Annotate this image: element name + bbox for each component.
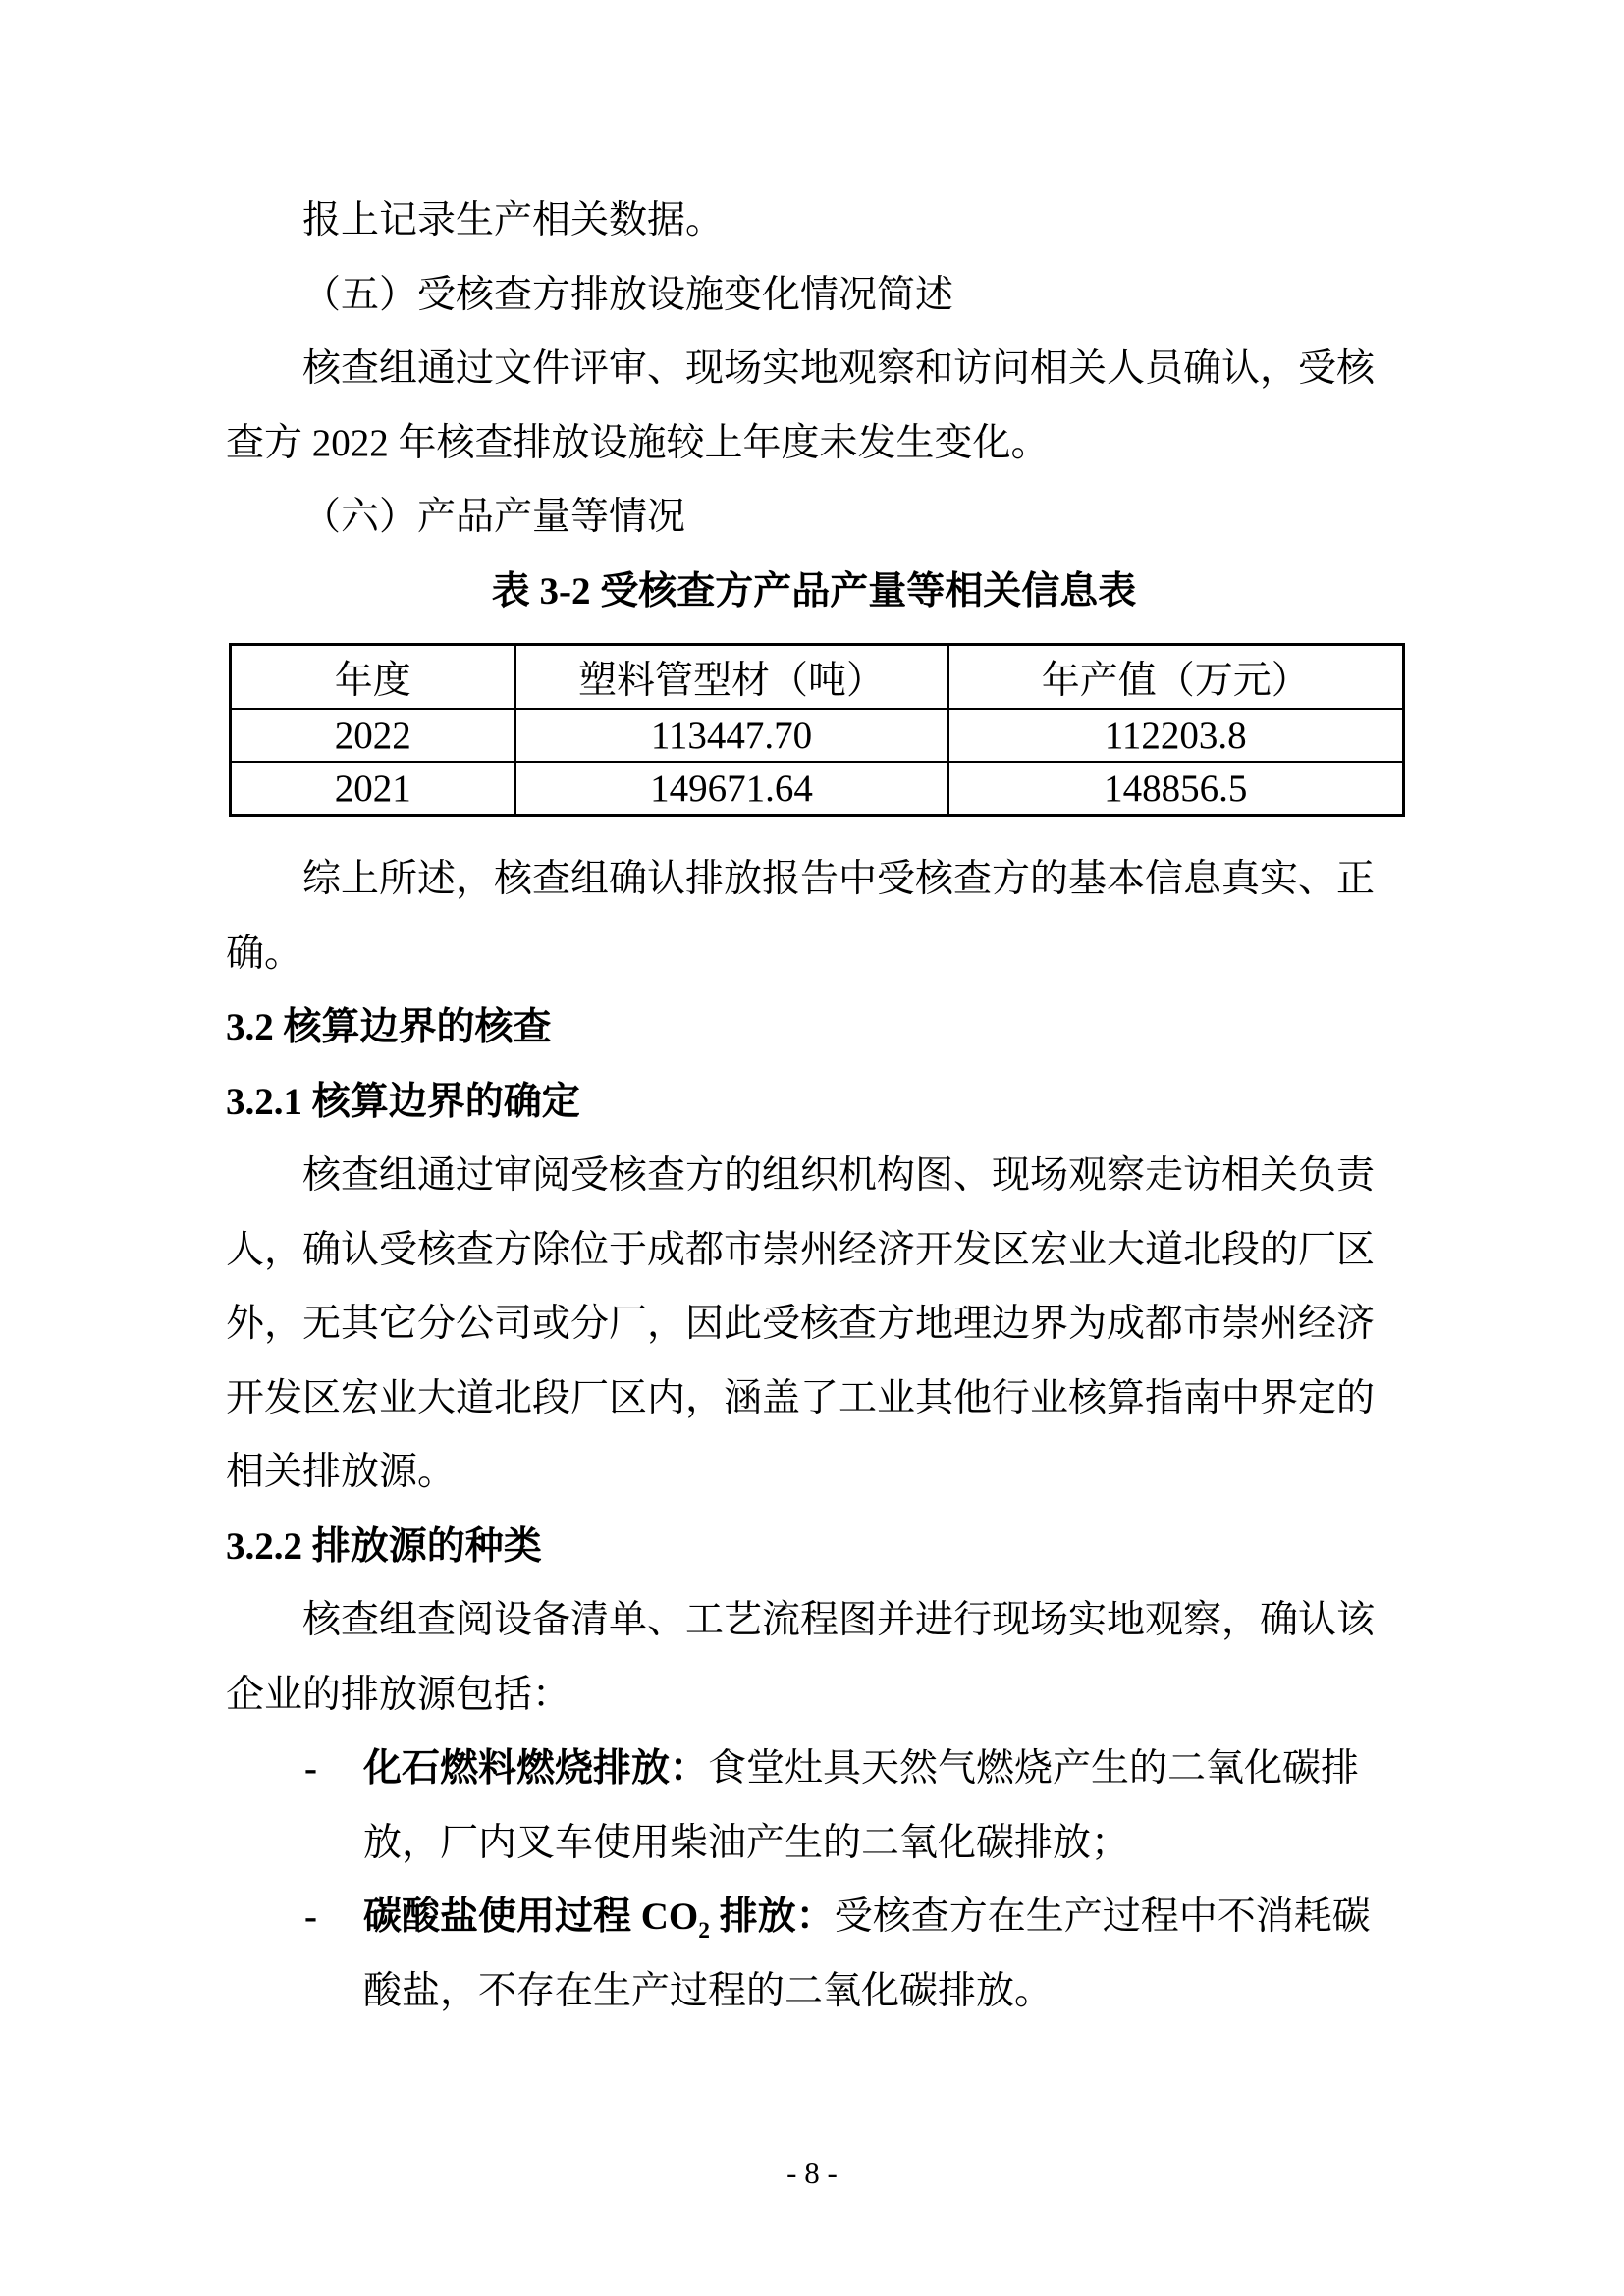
paragraph-line: 查方 2022 年核查排放设施较上年度未发生变化。 [226,421,1050,464]
bullet-item-continuation: 放，厂内叉车使用柴油产生的二氧化碳排放； [363,1821,1130,1864]
bullet-item-fossil-fuel [226,1732,1402,1806]
table-cell: 2021 [231,762,515,816]
table-header-cell: 年产值（万元） [948,645,1404,710]
paragraph-line: 核查组通过审阅受核查方的组织机构图、现场观察走访相关负责 [302,1154,1376,1197]
paragraph-line: 确。 [226,932,303,975]
table-cell: 112203.8 [948,709,1404,762]
paragraph-line: 企业的排放源包括： [226,1673,571,1716]
table-cell: 148856.5 [948,762,1404,816]
heading-3-2-2: 3.2.2 排放源的种类 [226,1524,542,1568]
paragraph-line: 相关排放源。 [226,1451,457,1493]
paragraph-line: 外，无其它分公司或分厂，因此受核查方地理边界为成都市崇州经济 [226,1303,1376,1345]
paragraph-line: 核查组查阅设备清单、工艺流程图并进行现场实地观察，确认该 [302,1599,1376,1641]
bullet-item-text: 食堂灶具天然气燃烧产生的二氧化碳排 [708,1747,1360,1789]
bullet-item-label: 排放： [709,1896,835,1938]
bullet-item-continuation: 酸盐，不存在生产过程的二氧化碳排放。 [363,1969,1054,2012]
product-output-table [229,643,1405,817]
heading-3-2-1: 3.2.1 核算边界的确定 [226,1080,580,1123]
paragraph-line: 核查组通过文件评审、现场实地观察和访问相关人员确认，受核 [302,347,1376,390]
co2-subscript: 2 [698,1917,710,1944]
bullet-item-label: 碳酸盐使用过程 CO [363,1896,699,1938]
table-header-row [231,645,1404,710]
section-heading-6: （六）产品产量等情况 [302,496,686,538]
table-row [231,762,1404,816]
bullet-dash-icon: - [304,1896,317,1938]
bullet-item-carbonate [226,1880,1402,1954]
bullet-item-text: 受核查方在生产过程中不消耗碳 [834,1896,1371,1938]
table-row [231,709,1404,762]
table-caption: 表 3-2 受核查方产品产量等相关信息表 [491,569,1137,613]
heading-3-2: 3.2 核算边界的核查 [226,1006,552,1048]
paragraph-line: 报上记录生产相关数据。 [302,199,725,241]
paragraph-line: 综上所述，核查组确认排放报告中受核查方的基本信息真实、正 [302,858,1376,900]
bullet-item-label: 化石燃料燃烧排放： [363,1747,709,1789]
bullet-dash-icon: - [304,1747,317,1789]
table-cell: 2022 [231,709,515,762]
section-heading-5: （五）受核查方排放设施变化情况简述 [302,273,954,316]
table-header-cell: 塑料管型材（吨） [515,645,948,710]
table-header-cell: 年度 [231,645,515,710]
table-cell: 113447.70 [515,709,948,762]
paragraph-line: 开发区宏业大道北段厂区内，涵盖了工业其他行业核算指南中界定的 [226,1376,1376,1419]
page-number: - 8 - [786,2156,838,2190]
table-cell: 149671.64 [515,762,948,816]
paragraph-line: 人，确认受核查方除位于成都市崇州经济开发区宏业大道北段的厂区 [226,1228,1376,1271]
